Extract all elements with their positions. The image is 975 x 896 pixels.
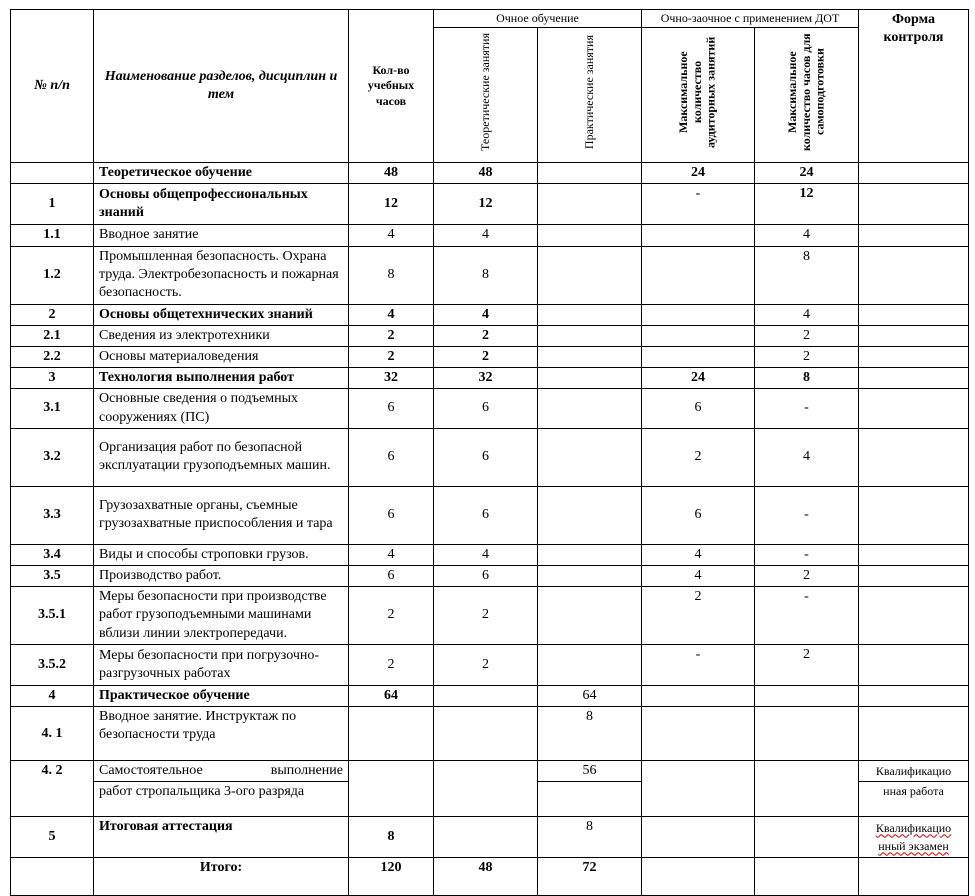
table-cell: 2 — [349, 587, 434, 645]
table-cell: 6 — [434, 486, 538, 544]
table-cell — [755, 817, 859, 858]
table-cell: 120 — [349, 858, 434, 896]
table-cell: 12 — [349, 184, 434, 225]
table-cell — [642, 858, 755, 896]
table-cell: 32 — [349, 368, 434, 389]
table-row — [11, 225, 969, 246]
table-cell — [642, 346, 755, 367]
table-row — [11, 368, 969, 389]
table-cell: 2.1 — [11, 325, 94, 346]
table-cell: Основы материаловедения — [94, 346, 349, 367]
header-full-time: Очное обучение — [434, 10, 642, 28]
table-cell — [859, 225, 969, 246]
table-cell: 2 — [349, 645, 434, 686]
table-cell — [859, 565, 969, 586]
table-cell — [538, 225, 642, 246]
table-cell — [538, 486, 642, 544]
table-row — [11, 304, 969, 325]
table-cell: 2 — [434, 325, 538, 346]
table-cell — [538, 184, 642, 225]
table-cell: Меры безопасности при производстве работ грузоподъемными машинами вблизи линии электропередачи. — [94, 587, 349, 645]
table-cell: Промышленная безопасность. Охрана труда. Электробезопасность и пожарная безопасность. — [94, 246, 349, 304]
table-cell: - — [755, 587, 859, 645]
table-cell: Сведения из электротехники — [94, 325, 349, 346]
table-cell — [538, 565, 642, 586]
table-cell: 48 — [434, 163, 538, 184]
table-cell: Итоговая аттестация — [94, 817, 349, 858]
table-cell: Виды и способы строповки грузов. — [94, 544, 349, 565]
table-cell: Организация работ по безопасной эксплуатации грузоподъемных машин. — [94, 428, 349, 486]
table-cell: 24 — [642, 163, 755, 184]
table-cell: Основы общепрофессиональных знаний — [94, 184, 349, 225]
table-cell: 2 — [642, 428, 755, 486]
table-cell: 24 — [755, 163, 859, 184]
table-cell: 8 — [349, 246, 434, 304]
table-cell — [538, 645, 642, 686]
table-cell — [859, 163, 969, 184]
table-cell — [642, 325, 755, 346]
table-cell — [538, 428, 642, 486]
table-cell: 4 — [349, 544, 434, 565]
table-cell — [538, 389, 642, 428]
table-cell: 3.3 — [11, 486, 94, 544]
table-cell — [859, 858, 969, 896]
table-cell: 2 — [434, 346, 538, 367]
table-cell — [434, 761, 538, 817]
table-row — [11, 645, 969, 686]
table-cell: работ стропальщика 3-ого разряда — [94, 782, 349, 817]
table-cell — [859, 544, 969, 565]
table-cell: 6 — [642, 389, 755, 428]
table-cell: 12 — [755, 184, 859, 225]
header-part-time: Очно-заочное с применением ДОТ — [642, 10, 859, 28]
table-row — [11, 565, 969, 586]
table-cell: 48 — [349, 163, 434, 184]
table-cell — [755, 686, 859, 707]
table-cell: 3.2 — [11, 428, 94, 486]
table-row — [11, 686, 969, 707]
table-cell — [538, 346, 642, 367]
table-cell: 4 — [349, 304, 434, 325]
table-cell: 4 — [434, 304, 538, 325]
table-cell — [538, 246, 642, 304]
table-cell — [859, 184, 969, 225]
table-cell: Производство работ. — [94, 565, 349, 586]
table-cell: 8 — [434, 246, 538, 304]
table-cell: 4 — [642, 544, 755, 565]
table-cell — [859, 707, 969, 761]
table-cell: 4. 2 — [11, 761, 94, 817]
table-cell: 48 — [434, 858, 538, 896]
table-cell: 2 — [755, 325, 859, 346]
control-exam-b: нный экзамен — [878, 839, 949, 854]
table-cell: Вводное занятие — [94, 225, 349, 246]
table-cell: 72 — [538, 858, 642, 896]
table-cell: Основные сведения о подъемных сооружениях (ПС) — [94, 389, 349, 428]
table-cell — [859, 368, 969, 389]
header-max-aud: Максимальное количество аудиторных занятий — [676, 36, 718, 148]
table-cell — [349, 707, 434, 761]
header-name: Наименование разделов, дисциплин и тем — [94, 10, 349, 163]
table-cell: 6 — [349, 565, 434, 586]
table-cell: 4. 1 — [11, 707, 94, 761]
table-cell: 8 — [538, 817, 642, 858]
table-cell — [11, 858, 94, 896]
header-practice: Практические занятия — [581, 34, 596, 150]
table-cell: 2 — [755, 565, 859, 586]
table-cell — [538, 325, 642, 346]
table-cell: 4 — [434, 225, 538, 246]
table-row-total — [11, 858, 969, 896]
table-row — [11, 817, 969, 858]
table-cell — [755, 858, 859, 896]
table-cell: 6 — [434, 389, 538, 428]
table-cell: 8 — [538, 707, 642, 761]
table-cell: - — [642, 184, 755, 225]
table-cell: 1.2 — [11, 246, 94, 304]
table-cell: Итого: — [94, 858, 349, 896]
table-cell: 2 — [755, 346, 859, 367]
table-cell — [538, 163, 642, 184]
table-cell: 6 — [434, 428, 538, 486]
table-cell: 2 — [11, 304, 94, 325]
table-row — [11, 346, 969, 367]
header-theory: Теоретические занятия — [477, 33, 492, 151]
table-cell: Основы общетехнических знаний — [94, 304, 349, 325]
table-cell: 4 — [11, 686, 94, 707]
table-cell — [642, 707, 755, 761]
table-cell: 1 — [11, 184, 94, 225]
table-cell — [859, 587, 969, 645]
table-cell: Грузозахватные органы, съемные грузозахватные приспособления и тара — [94, 486, 349, 544]
table-cell: Самостоятельное выполнение — [94, 761, 349, 782]
table-cell: 8 — [349, 817, 434, 858]
table-cell — [642, 761, 755, 817]
control-exam-a: Квалификацио — [875, 821, 952, 836]
table-cell — [642, 246, 755, 304]
table-row — [11, 428, 969, 486]
header-num: № п/п — [11, 10, 94, 163]
table-cell: Технология выполнения работ — [94, 368, 349, 389]
table-cell: 2 — [642, 587, 755, 645]
table-cell: - — [642, 645, 755, 686]
table-cell: 12 — [434, 184, 538, 225]
table-cell: Теоретическое обучение — [94, 163, 349, 184]
table-cell — [642, 304, 755, 325]
table-cell — [859, 686, 969, 707]
table-cell: нная работа — [859, 782, 969, 817]
table-cell: 8 — [755, 368, 859, 389]
table-cell: 32 — [434, 368, 538, 389]
table-cell: 3.5.2 — [11, 645, 94, 686]
table-cell: 4 — [755, 304, 859, 325]
table-cell: Меры безопасности при погрузочно-разгрузочных работах — [94, 645, 349, 686]
table-cell — [642, 225, 755, 246]
table-cell: 64 — [538, 686, 642, 707]
table-cell: 2 — [349, 346, 434, 367]
table-cell: 6 — [349, 486, 434, 544]
table-cell — [859, 246, 969, 304]
table-cell — [11, 163, 94, 184]
table-cell: Практическое обучение — [94, 686, 349, 707]
table-row — [11, 587, 969, 645]
table-cell: 4 — [755, 225, 859, 246]
table-cell — [538, 544, 642, 565]
table-cell: - — [755, 486, 859, 544]
table-cell: 3 — [11, 368, 94, 389]
table-cell: Вводное занятие. Инструктаж по безопасности труда — [94, 707, 349, 761]
table-row — [11, 325, 969, 346]
table-row — [11, 163, 969, 184]
curriculum-table — [10, 9, 969, 896]
table-cell — [859, 346, 969, 367]
table-cell: 2 — [434, 645, 538, 686]
table-row — [11, 389, 969, 428]
header-control: Форма контроля — [859, 10, 969, 163]
table-cell: 2.2 — [11, 346, 94, 367]
table-cell — [434, 817, 538, 858]
table-cell: 2 — [434, 587, 538, 645]
table-cell: 4 — [349, 225, 434, 246]
table-cell — [859, 389, 969, 428]
table-cell — [859, 428, 969, 486]
table-cell — [859, 325, 969, 346]
table-cell: - — [755, 544, 859, 565]
table-cell: 6 — [642, 486, 755, 544]
table-row — [11, 246, 969, 304]
table-cell — [538, 368, 642, 389]
table-cell: 2 — [349, 325, 434, 346]
table-cell: 2 — [755, 645, 859, 686]
table-row — [11, 707, 969, 761]
table-cell: 4 — [755, 428, 859, 486]
table-cell — [538, 304, 642, 325]
table-cell — [434, 707, 538, 761]
table-cell: 3.4 — [11, 544, 94, 565]
table-cell: 6 — [349, 428, 434, 486]
table-row — [11, 486, 969, 544]
table-cell — [859, 645, 969, 686]
table-row — [11, 544, 969, 565]
table-cell: 4 — [642, 565, 755, 586]
table-cell — [859, 486, 969, 544]
table-cell — [434, 686, 538, 707]
table-row — [11, 761, 969, 782]
table-cell: 56 — [538, 761, 642, 782]
table-cell: 64 — [349, 686, 434, 707]
table-cell: 3.5.1 — [11, 587, 94, 645]
table-cell: 6 — [434, 565, 538, 586]
table-cell: 3.5 — [11, 565, 94, 586]
table-row — [11, 184, 969, 225]
table-cell: 3.1 — [11, 389, 94, 428]
table-cell — [859, 304, 969, 325]
table-cell — [642, 686, 755, 707]
table-cell: 4 — [434, 544, 538, 565]
table-cell: 24 — [642, 368, 755, 389]
header-hours: Кол-во учебных часов — [349, 10, 434, 163]
table-cell — [349, 761, 434, 817]
table-cell: 6 — [349, 389, 434, 428]
table-cell: 8 — [755, 246, 859, 304]
header-max-self: Максимальное количество часов для самоподготовки — [784, 33, 827, 151]
table-cell: - — [755, 389, 859, 428]
table-cell — [755, 707, 859, 761]
table-cell: 1.1 — [11, 225, 94, 246]
table-cell — [642, 817, 755, 858]
table-cell — [538, 587, 642, 645]
table-cell: Квалификацио — [859, 761, 969, 782]
table-cell: 5 — [11, 817, 94, 858]
table-cell — [755, 761, 859, 817]
